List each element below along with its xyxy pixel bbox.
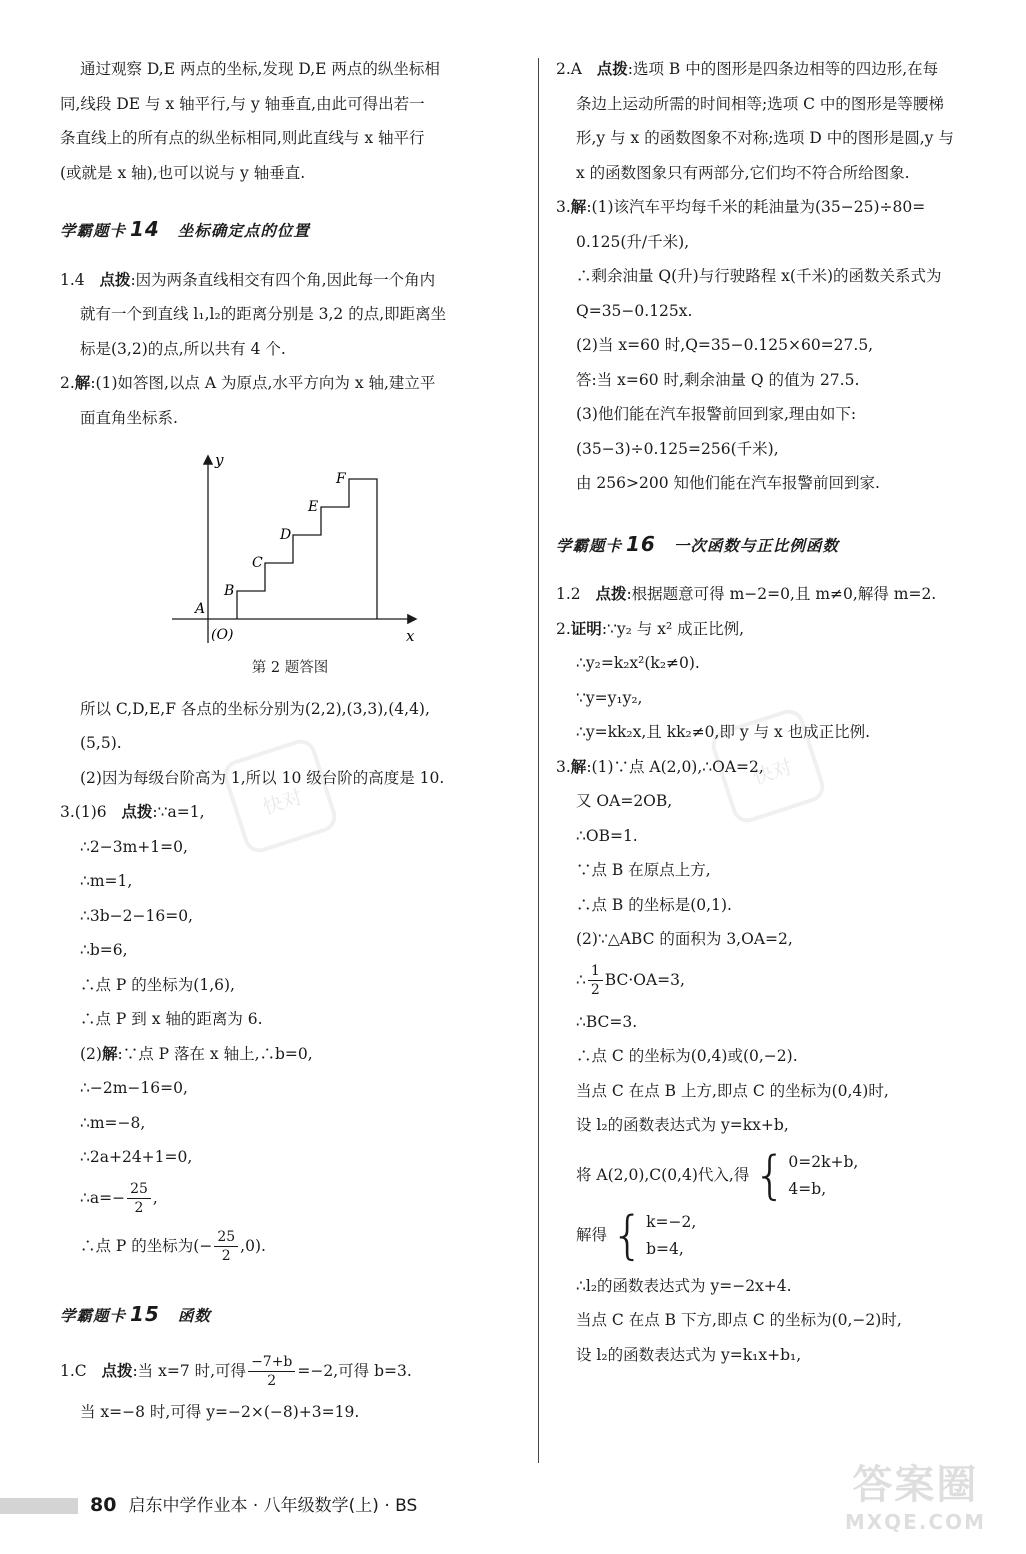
left-column xyxy=(60,52,520,1430)
p-coordinate-line: ∴点 P 的坐标为(− $\frac{25}{2}$ ,0). xyxy=(80,1229,266,1264)
staircase-path xyxy=(237,479,377,619)
question-14-1: 1.4 点拨:因为两条直线相交有四个角,因此每一个角内 就有一个到直线 l₁,l₂的距离分别是 3,2 的点,即距离坐 标是(3,2)的点,所以共有 4 个. xyxy=(60,270,447,358)
book-title: 启东中学作业本 · 八年级数学(上) · BS xyxy=(128,1496,418,1516)
page-number: 80 xyxy=(90,1494,117,1516)
fraction: $\frac{1}{2}$ xyxy=(588,962,603,999)
section-heading-14: 学霸题卡 14 坐标确定点的位置 xyxy=(60,217,310,241)
question-16-2: 2.证明:∵y₂ 与 x² 成正比例, ∴y₂=k₂x²(k₂≠0). ∵y=y₁y₂, ∴y=kk₂x,且 kk₂≠0,即 y 与 x 也成正比例. xyxy=(556,619,871,741)
point-label-e: E xyxy=(308,499,319,515)
question-15-2: 2.A 点拨:选项 B 中的图形是四条边相等的四边形,在每 条边上运动所需的时间相等;选项 C 中的图形是等腰梯 形,y 与 x 的函数图象不对称;选项 D 中的图形是圆,y 与 x 的函数图象只有两部分,它们均不符合所给图象. xyxy=(556,60,954,182)
point-label-b: B xyxy=(224,583,235,599)
section-heading-15: 学霸题卡 15 函数 xyxy=(60,1301,211,1326)
right-column xyxy=(556,52,1006,1372)
x-axis-label: x xyxy=(406,627,415,645)
a-value-line: ∴a=− $\frac{25}{2}$ , xyxy=(80,1181,158,1216)
y-axis-label: y xyxy=(215,451,224,469)
question-14-2: 2.解:(1)如答图,以点 A 为原点,水平方向为 x 轴,建立平 面直角坐标系. y x (O) A B C D E F 第 2 题答图 所以 C,D,E,F 各点的坐标分别为(2,2),(3,3),(4,4), (5,5). (2)因为每级台阶高为 1,所以 10 级台阶的高度是 10. xyxy=(60,366,520,795)
substitution-system: 将 A(2,0),C(0,4)代入,得 { 0=2k+b, 4=b, xyxy=(576,1145,859,1206)
point-label-c: C xyxy=(252,555,263,571)
point-label-a: A xyxy=(195,601,206,617)
staircase-figure xyxy=(60,443,520,653)
fraction: $\frac{-7+b}{2}$ xyxy=(248,1353,295,1390)
fraction: $\frac{25}{2}$ xyxy=(127,1180,151,1217)
question-14-3: 3.(1)6 点拨:∵a=1, ∴2−3m+1=0, ∴m=1, ∴3b−2−16=0, ∴b=6, ∴点 P 的坐标为(1,6), ∴点 P 到 x 轴的距离为 6. (2)解:∵点 P 落在 x 轴上,∴b=0, ∴−2m−16=0, ∴m=−8, ∴2a+24+1=0, ∴a=− $\frac{25}{2}$ , ∴点 P 的坐标为(− $\frac{25}{2}$ ,0). xyxy=(60,795,520,1271)
staircase-diagram xyxy=(60,443,520,653)
brace: { xyxy=(753,1145,787,1206)
solution-system: 解得 { k=−2, b=4, xyxy=(576,1205,697,1266)
question-15-3: 3.解:(1)该汽车平均每千米的耗油量为(35−25)÷80= 0.125(升/千米), ∴剩余油量 Q(升)与行驶路程 x(千米)的函数关系式为 Q=35−0.125x. (2)当 x=60 时,Q=35−0.125×60=27.5, 答:当 x=60 时,剩余油量 Q 的值为 27.5. (3)他们能在汽车报警前回到家,理由如下: (35−3)÷0.125=256(千米), 由 256>200 知他们能在汽车报警前回到家. xyxy=(556,198,942,492)
point-label-f: F xyxy=(336,471,346,487)
column-divider xyxy=(538,58,539,1463)
intro-paragraph: 通过观察 D,E 两点的坐标,发现 D,E 两点的纵坐标相 同,线段 DE 与 x 轴平行,与 y 轴垂直,由此可得出若一 条直线上的所有点的纵坐标相同,则此直线与 x 轴平行 (或就是 x 轴),也可以说与 y 轴垂直. xyxy=(60,60,440,182)
question-16-1: 1.2 点拨:根据题意可得 m−2=0,且 m≠0,解得 m=2. xyxy=(556,585,937,603)
figure-caption: 第 2 题答图 xyxy=(251,660,329,676)
watermark-text-left: 快对 xyxy=(259,784,306,820)
point-label-d: D xyxy=(280,527,292,543)
origin-label: (O) xyxy=(211,627,234,643)
section-heading-16: 学霸题卡 16 一次函数与正比例函数 xyxy=(556,531,839,556)
question-15-1: 1.C 点拨 :当 x=7 时,可得 $\frac{-7+b}{2}$ =−2,可得 b=3. 当 x=−8 时,可得 y=−2×(−8)+3=19. xyxy=(60,1353,412,1421)
watermark-logo: 答案圈 MXQE.COM xyxy=(844,1462,986,1534)
footer-bar xyxy=(0,1498,78,1514)
fraction: $\frac{25}{2}$ xyxy=(214,1228,238,1265)
half-area-line: ∴ $\frac{1}{2}$ BC·OA=3, xyxy=(576,963,685,998)
question-16-3: 3.解:(1)∵点 A(2,0),∴OA=2, 又 OA=2OB, ∴OB=1. ∵点 B 在原点上方, ∴点 B 的坐标是(0,1). (2)∵△ABC 的面积为 3,OA=2, ∴ $\frac{1}{2}$ BC·OA=3, ∴BC=3. ∴点 C 的坐标为(0,4)或(0,−2). 当点 C 在点 B 上方,即点 C 的坐标为(0,4)时, 设 l₂的函数表达式为 y=kx+b, 将 A(2,0),C(0,4)代入,得 { 0=2k+b, 4=b, 解得 { k=−2, b=4, ∴l₂的函数表达式为 y=−2x+4. 当点 C 在点 B 下方,即点 C 的坐标为(0,−2)时, 设 l₂的函数表达式为 y=k₁x+b₁, xyxy=(556,750,1006,1373)
watermark-text-right: 快对 xyxy=(749,754,796,790)
brace: { xyxy=(611,1205,645,1266)
